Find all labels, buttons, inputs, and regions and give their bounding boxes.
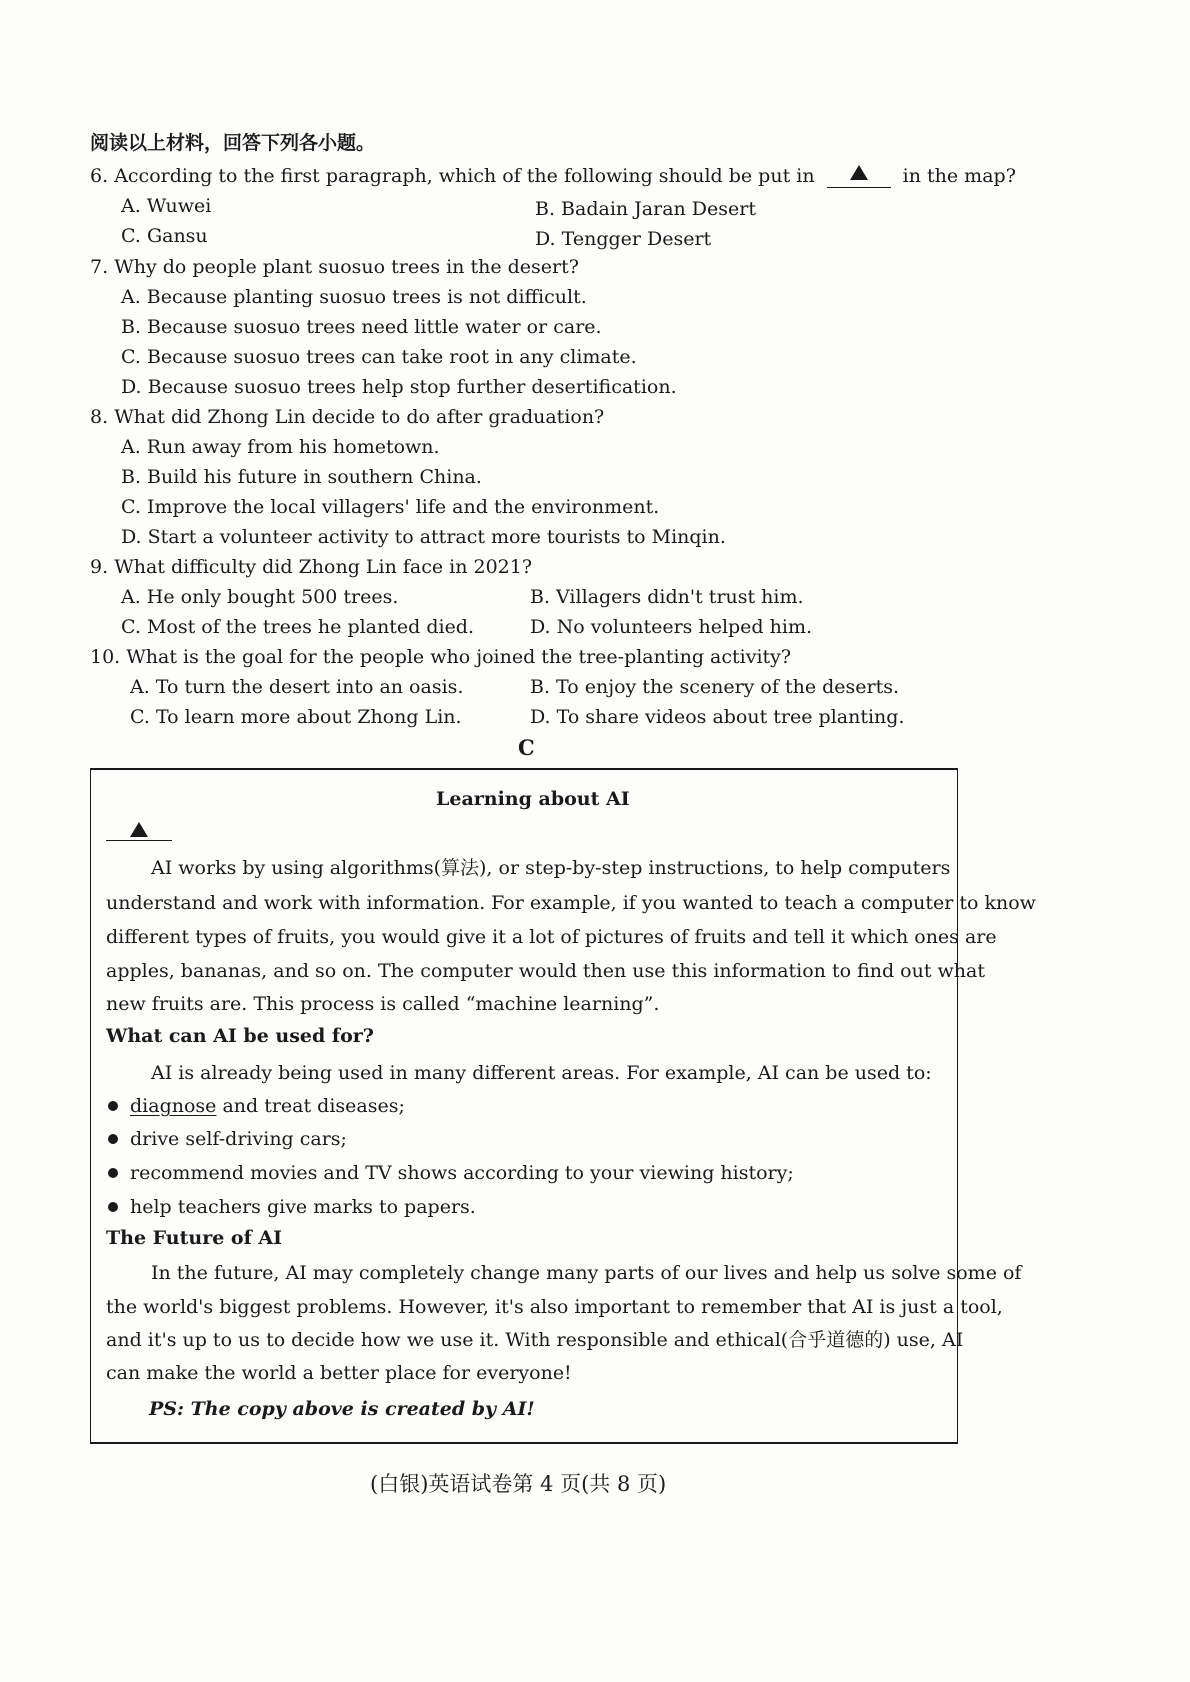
question-text: What did Zhong Lin decide to do after graduation? xyxy=(114,406,605,428)
article-title: Learning about AI xyxy=(436,788,630,810)
question-text-end: in the map? xyxy=(902,165,1016,187)
use-item-rest: and treat diseases; xyxy=(216,1095,405,1117)
option-a: A. Run away from his hometown. xyxy=(121,436,440,458)
intro-line-4: apples, bananas, and so on. The computer would then use this information to find out what xyxy=(106,960,985,982)
option-d: D. Start a volunteer activity to attract more tourists to Minqin. xyxy=(121,526,726,548)
bullet-icon xyxy=(108,1134,118,1144)
page-footer: (白银)英语试卷第 4 页(共 8 页) xyxy=(370,1472,667,1496)
question-text: What is the goal for the people who joined the tree-planting activity? xyxy=(126,646,792,668)
option-d: D. Because suosuo trees help stop further desertification. xyxy=(121,376,677,398)
bullet-icon xyxy=(108,1202,118,1212)
underlined-word: diagnose xyxy=(130,1095,217,1117)
option-d: D. No volunteers helped him. xyxy=(530,616,812,638)
question-6-stem xyxy=(90,163,1016,190)
option-c: C. Gansu xyxy=(121,225,208,247)
uses-intro: AI is already being used in many different areas. For example, AI can be used to: xyxy=(151,1062,932,1084)
intro-line-5: new fruits are. This process is called “machine learning”. xyxy=(106,993,660,1015)
option-b: B. Badain Jaran Desert xyxy=(535,198,756,220)
triangle-icon xyxy=(850,165,868,180)
answer-blank xyxy=(827,161,891,188)
question-number: 10. xyxy=(90,646,121,668)
heading-blank xyxy=(106,818,172,841)
use-item-text: drive self-driving cars; xyxy=(130,1128,347,1150)
use-item-text: recommend movies and TV shows according to your viewing history; xyxy=(130,1162,794,1184)
section-label: C xyxy=(518,735,535,760)
option-c: C. Because suosuo trees can take root in any climate. xyxy=(121,346,637,368)
use-item-text: help teachers give marks to papers. xyxy=(130,1196,476,1218)
question-number: 9. xyxy=(90,556,109,578)
heading-future: The Future of AI xyxy=(106,1227,283,1249)
use-item-3 xyxy=(108,1160,794,1186)
future-line-2: the world's biggest problems. However, it's also important to remember that AI is just a tool, xyxy=(106,1296,1003,1318)
intro-line-2: understand and work with information. For example, if you wanted to teach a computer to know xyxy=(106,892,1036,914)
question-9-stem xyxy=(90,554,532,580)
question-text: According to the first paragraph, which of the following should be put in xyxy=(114,165,815,187)
option-a: A. Wuwei xyxy=(121,195,212,217)
use-item-4 xyxy=(108,1194,476,1220)
reading-instruction: 阅读以上材料，回答下列各小题。 xyxy=(90,132,376,154)
option-a: A. He only bought 500 trees. xyxy=(121,586,399,608)
option-b: B. To enjoy the scenery of the deserts. xyxy=(530,676,900,698)
question-7-stem xyxy=(90,254,579,280)
option-c: C. To learn more about Zhong Lin. xyxy=(130,706,462,728)
option-c: C. Most of the trees he planted died. xyxy=(121,616,475,638)
intro-line-3: different types of fruits, you would give it a lot of pictures of fruits and tell it which ones are xyxy=(106,926,997,948)
ps-note: PS: The copy above is created by AI! xyxy=(149,1398,535,1420)
use-item-2 xyxy=(108,1126,347,1152)
future-line-4: can make the world a better place for everyone! xyxy=(106,1362,572,1384)
option-b: B. Build his future in southern China. xyxy=(121,466,482,488)
question-number: 8. xyxy=(90,406,109,428)
bullet-icon xyxy=(108,1101,118,1111)
intro-line-1: AI works by using algorithms(算法), or step-by-step instructions, to help computers xyxy=(151,857,951,879)
future-line-3: and it's up to us to decide how we use it. With responsible and ethical(合乎道德的) use, AI xyxy=(106,1329,964,1351)
option-b: B. Because suosuo trees need little water or care. xyxy=(121,316,602,338)
future-line-1: In the future, AI may completely change many parts of our lives and help us solve some of xyxy=(151,1262,1022,1284)
question-text: What difficulty did Zhong Lin face in 2021? xyxy=(114,556,533,578)
option-d: D. Tengger Desert xyxy=(535,228,712,250)
triangle-icon xyxy=(130,822,148,837)
option-a: A. To turn the desert into an oasis. xyxy=(130,676,464,698)
option-d: D. To share videos about tree planting. xyxy=(530,706,905,728)
option-a: A. Because planting suosuo trees is not difficult. xyxy=(121,286,587,308)
question-10-stem xyxy=(90,644,791,670)
question-number: 7. xyxy=(90,256,109,278)
use-item-1 xyxy=(108,1093,405,1119)
option-b: B. Villagers didn't trust him. xyxy=(530,586,804,608)
question-8-stem xyxy=(90,404,604,430)
bullet-icon xyxy=(108,1168,118,1178)
question-text: Why do people plant suosuo trees in the desert? xyxy=(114,256,579,278)
option-c: C. Improve the local villagers' life and the environment. xyxy=(121,496,660,518)
article-box xyxy=(90,768,1036,1444)
heading-uses: What can AI be used for? xyxy=(106,1025,374,1047)
question-number: 6. xyxy=(90,165,109,187)
